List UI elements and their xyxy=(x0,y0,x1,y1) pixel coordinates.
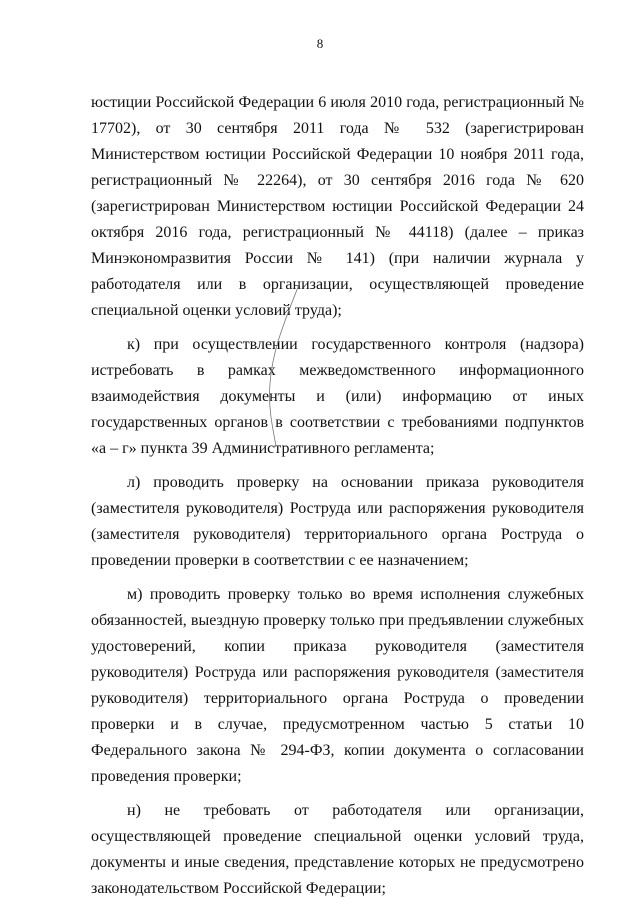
document-body xyxy=(91,90,584,902)
paragraph-item-n: н) не требовать от работодателя или организации, осуществляющей проведение специальной оценки условий труда, документы и иные сведения, представление которых не предусмотрено законодательством Российской Федерации; xyxy=(91,802,584,897)
page-number: 8 xyxy=(316,36,324,51)
paragraph-item-l: л) проводить проверку на основании приказа руководителя (заместителя руководителя) Роструда или распоряжения руководителя (заместителя руководителя) территориального органа Роструда о проведении проверки в соответствии с ее назначением; xyxy=(91,474,584,569)
paragraph-continuation: юстиции Российской Федерации 6 июля 2010 года, регистрационный № 17702), от 30 сентября 2011 года № 532 (зарегистрирован Министерством юстиции Российской Федерации 10 ноября 2011 года, регистрационный № 22264), от 30 сентября 2016 года № 620 (зарегистрирован Министерством юстиции Российской Федерации 24 октября 2016 года, регистрационный № 44118) (далее – приказ Минэкономразвития России № 141) (при наличии журнала у работодателя или в организации, осуществляющей проведение специальной оценки условий труда); xyxy=(91,94,584,319)
paragraph-item-m: м) проводить проверку только во время исполнения служебных обязанностей, выездную проверку только при предъявлении служебных удостоверений, копии приказа руководителя (заместителя руководителя) Роструда или распоряжения руководителя (заместителя руководителя) территориального органа Роструда о проведении проверки и в случае, предусмотренном частью 5 статьи 10 Федерального закона № 294-ФЗ, копии документа о согласовании проведения проверки; xyxy=(91,586,584,785)
paragraph-item-k: к) при осуществлении государственного контроля (надзора) истребовать в рамках межведомственного информационного взаимодействия документы и (или) информацию от иных государственных органов в соответствии с требованиями подпунктов «а – г» пункта 39 Административного регламента; xyxy=(91,336,584,457)
